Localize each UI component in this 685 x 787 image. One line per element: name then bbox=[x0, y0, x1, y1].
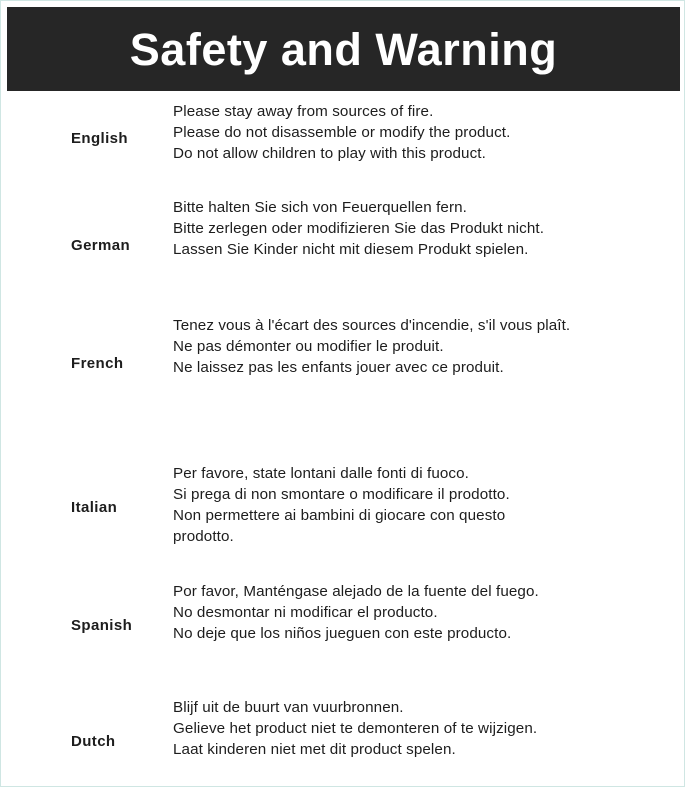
language-row bbox=[1, 101, 685, 175]
language-label: Spanish bbox=[71, 616, 133, 634]
page-title: Safety and Warning bbox=[129, 23, 558, 75]
warning-line: Laat kinderen niet met dit product spelen. bbox=[173, 741, 456, 758]
language-row bbox=[1, 175, 685, 295]
title-bar bbox=[7, 7, 680, 91]
warning-line: Bitte zerlegen oder modifizieren Sie das Produkt nicht. bbox=[173, 220, 545, 237]
language-label: Dutch bbox=[71, 732, 116, 750]
warning-line: Lassen Sie Kinder nicht mit diesem Produkt spielen. bbox=[173, 241, 529, 258]
language-text bbox=[173, 581, 573, 644]
warning-line: Please stay away from sources of fire. bbox=[173, 103, 434, 120]
warning-line: Per favore, state lontani dalle fonti di fuoco. bbox=[173, 465, 469, 482]
language-text bbox=[173, 463, 573, 547]
warning-line: Por favor, Manténgase alejado de la fuente del fuego. bbox=[173, 583, 539, 600]
language-label: French bbox=[71, 354, 124, 372]
warning-line: Gelieve het product niet te demonteren of te wijzigen. bbox=[173, 720, 538, 737]
warning-line: Bitte halten Sie sich von Feuerquellen fern. bbox=[173, 199, 467, 216]
warning-line: Please do not disassemble or modify the product. bbox=[173, 124, 511, 141]
language-row bbox=[1, 295, 685, 413]
language-row bbox=[1, 413, 685, 559]
warning-line: Si prega di non smontare o modificare il prodotto. bbox=[173, 486, 510, 503]
warning-line: Tenez vous à l'écart des sources d'incendie, s'il vous plaît. bbox=[173, 317, 571, 334]
warning-line: Blijf uit de buurt van vuurbronnen. bbox=[173, 699, 404, 716]
language-sections bbox=[1, 91, 685, 787]
warning-line: Ne laissez pas les enfants jouer avec ce produit. bbox=[173, 359, 504, 376]
language-text bbox=[173, 697, 583, 760]
language-label: English bbox=[71, 129, 128, 147]
language-row bbox=[1, 559, 685, 675]
language-text bbox=[173, 315, 605, 378]
language-label: Italian bbox=[71, 498, 118, 516]
language-text bbox=[173, 197, 573, 260]
warning-line: Non permettere ai bambini di giocare con questo prodotto. bbox=[173, 507, 510, 545]
warning-line: No deje que los niños jueguen con este producto. bbox=[173, 625, 512, 642]
language-label: German bbox=[71, 236, 131, 254]
warning-line: Ne pas démonter ou modifier le produit. bbox=[173, 338, 444, 355]
warning-line: No desmontar ni modificar el producto. bbox=[173, 604, 438, 621]
language-row bbox=[1, 675, 685, 787]
language-text bbox=[173, 101, 676, 164]
warning-line: Do not allow children to play with this product. bbox=[173, 145, 486, 162]
